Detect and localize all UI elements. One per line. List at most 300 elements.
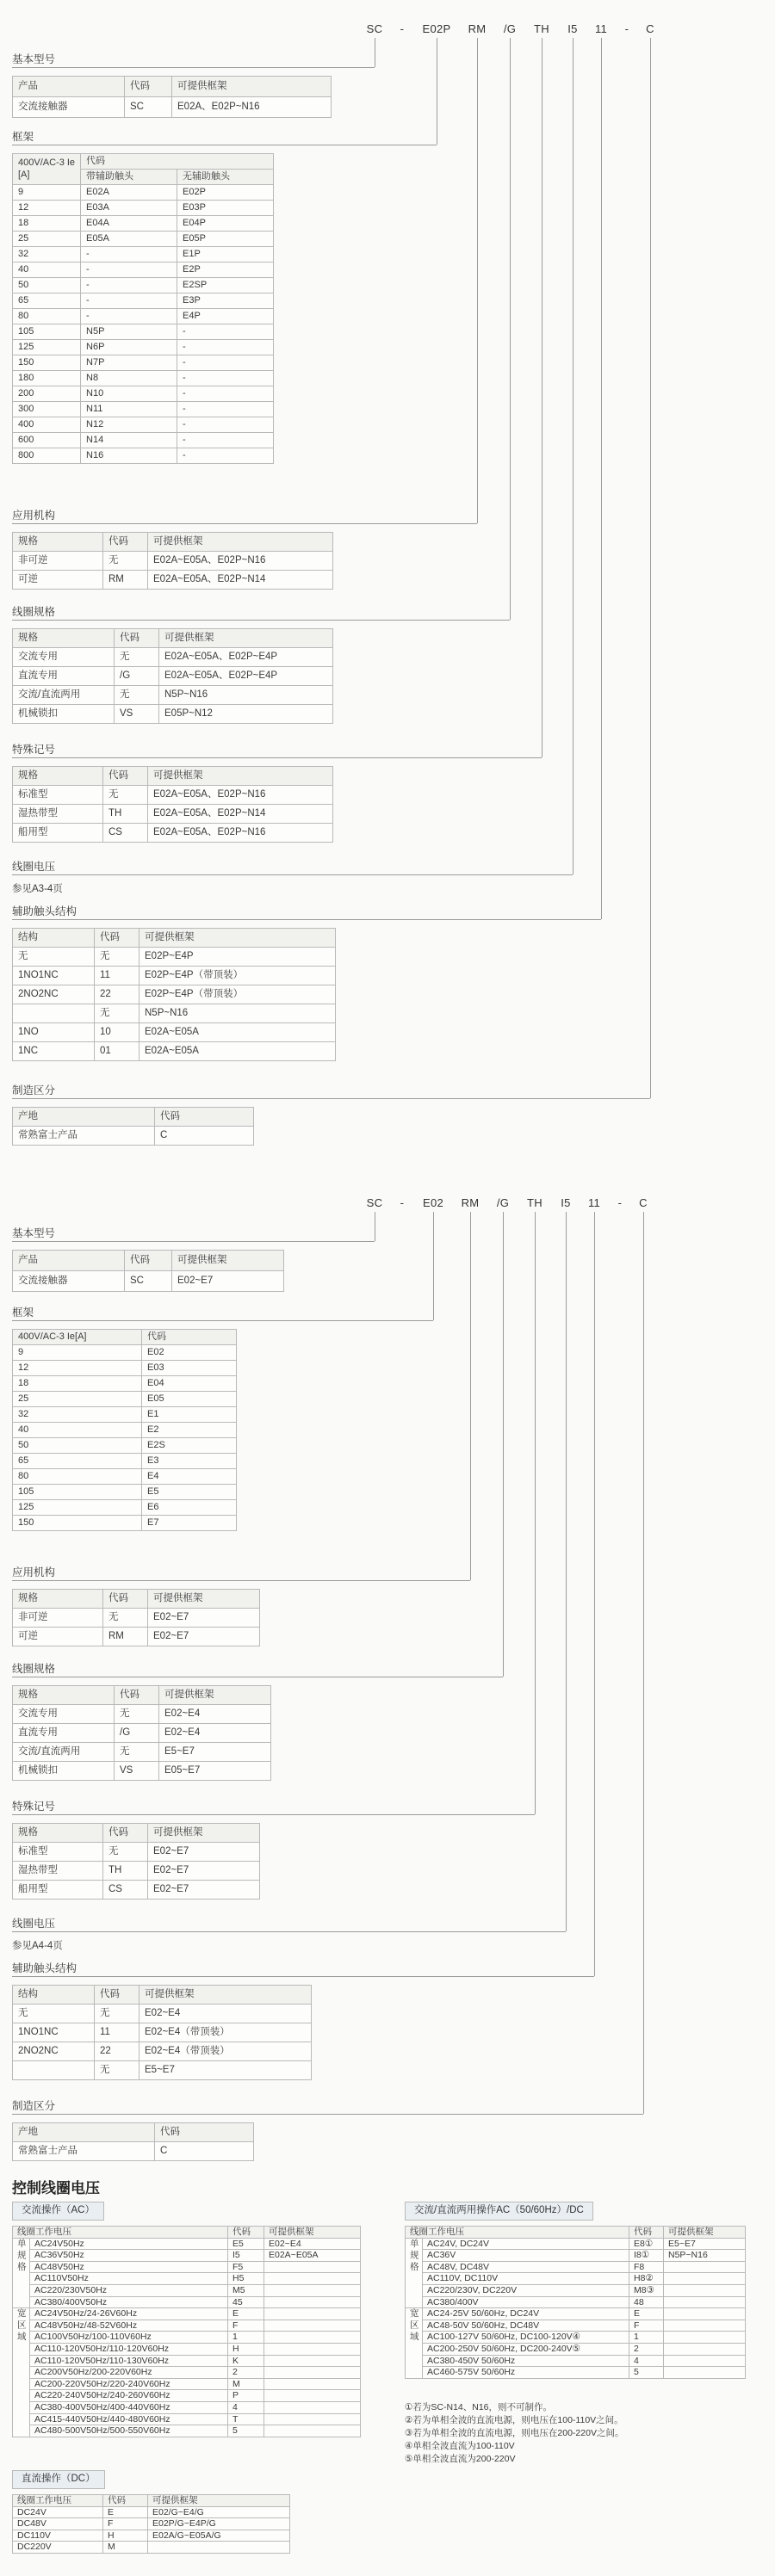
cell: DC48V [13, 2518, 103, 2530]
cell: 48 [629, 2296, 664, 2308]
cell: - [177, 448, 274, 464]
cell: E1P [177, 247, 274, 263]
code-segment-origin: C [639, 1196, 648, 1209]
col-header: 可提供框架 [172, 77, 332, 97]
cell: M5 [228, 2284, 264, 2296]
connector-line [643, 1212, 644, 2114]
cell: E5 [228, 2238, 264, 2250]
mechanism-table [12, 1589, 260, 1646]
cell: E02~E4 [140, 2005, 312, 2023]
table-row [13, 2320, 361, 2332]
table-row [13, 2401, 361, 2413]
cell: 18 [13, 1376, 142, 1392]
cell [264, 2367, 361, 2379]
cell: N5P~N16 [664, 2250, 746, 2262]
cell: 32 [13, 247, 81, 263]
table-row [13, 705, 333, 724]
footnotes [405, 2401, 623, 2466]
cell: 非可逆 [13, 552, 103, 571]
table-row [13, 185, 274, 201]
table-row [13, 2261, 361, 2273]
cell: E02/G~E4/G [148, 2506, 290, 2518]
cell: AC48V, DC48V [423, 2261, 629, 2273]
cell: - [177, 433, 274, 448]
col-header: 可提供框架 [148, 1824, 260, 1843]
col-header: 规格 [13, 1590, 103, 1609]
table-row [13, 824, 333, 843]
cell: 无 [13, 948, 95, 967]
footnote: ④单相全波直流为100-110V [405, 2441, 515, 2451]
cell: AC480-500V50Hz/500-550V60Hz [30, 2425, 228, 2437]
connector-line [470, 1212, 471, 1580]
table-row [13, 1500, 237, 1516]
cell: AC380-400V50Hz/400-440V60Hz [30, 2401, 228, 2413]
cell: E02A~E05A、E02P~N16 [148, 552, 333, 571]
connector-line [12, 1580, 470, 1581]
cell: VS [115, 705, 159, 724]
cell: 300 [13, 402, 81, 417]
cell: AC24-25V 50/60Hz, DC24V [423, 2308, 629, 2320]
col-header: 可提供框架 [148, 1590, 260, 1609]
cell: 船用型 [13, 1881, 103, 1900]
cell: 12 [13, 201, 81, 216]
connector-line [573, 38, 574, 874]
cell: 直流专用 [13, 667, 115, 686]
cell: E02~E7 [148, 1862, 260, 1881]
col-header: 线圈工作电压 [13, 2495, 103, 2507]
cell: E02P~E4P（带顶装） [140, 985, 336, 1004]
acdc-operation-label: 交流/直流两用操作AC（50/60Hz）/DC [405, 2202, 593, 2221]
cell: AC24V50Hz [30, 2238, 228, 2250]
table-row [13, 2378, 361, 2390]
cell: - [81, 309, 177, 324]
cell: E02A~E05A、E02P~N16 [148, 824, 333, 843]
cell [664, 2284, 746, 2296]
cell: 无 [95, 948, 140, 967]
cell: E02P [177, 185, 274, 201]
cell: 交流/直流两用 [13, 1743, 115, 1762]
table-row [13, 967, 336, 985]
table-row [13, 417, 274, 433]
cell: H [103, 2530, 148, 2542]
col-header: 可提供框架 [664, 2227, 746, 2239]
cell: E02A/G~E05A/G [148, 2530, 290, 2542]
table-row [13, 1843, 260, 1862]
cell: E5~E7 [664, 2238, 746, 2250]
table-row [13, 309, 274, 324]
table-row [406, 2284, 746, 2296]
cell: 125 [13, 340, 81, 355]
connector-line [12, 1931, 566, 1932]
aux-contact-table [12, 1985, 312, 2080]
table-header-row [13, 2495, 290, 2507]
section-title-frame: 框架 [12, 131, 34, 143]
cell [264, 2413, 361, 2425]
cell: F [103, 2518, 148, 2530]
cell: 交流接触器 [13, 1271, 125, 1292]
cell: 2NO2NC [13, 985, 95, 1004]
connector-line [503, 1212, 504, 1677]
cell: E02~E7 [148, 1628, 260, 1646]
cell: SC [125, 1271, 172, 1292]
cell: E02~E4 [159, 1724, 271, 1743]
table-header-row [13, 1251, 284, 1271]
connector-line [510, 38, 511, 620]
cell: E02A~E05A、E02P~E4P [159, 667, 333, 686]
table-header-row [13, 1686, 271, 1705]
table-row [406, 2261, 746, 2273]
cell: 50 [13, 278, 81, 293]
section-title-special: 特殊记号 [12, 1801, 56, 1813]
cell: AC24V50Hz/24-26V60Hz [30, 2308, 228, 2320]
cell: 150 [13, 355, 81, 371]
section-title-mechanism: 应用机构 [12, 1566, 56, 1578]
cell: 无 [103, 1609, 148, 1628]
cell: E02 [142, 1345, 237, 1361]
group-label: 单规格 [13, 2238, 30, 2308]
table-row [13, 1705, 271, 1724]
table-header-row [13, 1108, 254, 1127]
cell: M [228, 2378, 264, 2390]
table-row [13, 1438, 237, 1454]
cell: AC36V50Hz [30, 2250, 228, 2262]
cell [264, 2273, 361, 2285]
cell: E05P [177, 232, 274, 247]
section-title-frame: 框架 [12, 1307, 34, 1319]
code-segment-mechanism: RM [468, 22, 487, 35]
cell: AC380/400V50Hz [30, 2296, 228, 2308]
table-header-row [13, 1986, 312, 2005]
table-row [13, 2390, 361, 2402]
cell: AC110V50Hz [30, 2273, 228, 2285]
table-row [13, 2142, 254, 2161]
col-header: 代码 [81, 154, 274, 170]
table-row [13, 1023, 336, 1042]
table-row [13, 386, 274, 402]
cell [264, 2390, 361, 2402]
cell: AC100V50Hz/100-110V60Hz [30, 2332, 228, 2344]
cell: E02A~E05A、E02P~N16 [148, 786, 333, 805]
connector-line [12, 523, 477, 524]
cell [664, 2320, 746, 2332]
connector-line [12, 919, 601, 920]
cell: 22 [95, 2042, 140, 2061]
col-header: 400V/AC-3 Ie[A] [13, 1330, 142, 1345]
footnote: ①若为SC-N14、N16，则不可制作。 [405, 2402, 553, 2412]
connector-line [12, 620, 510, 621]
cell: 4 [629, 2355, 664, 2367]
cell: AC24V, DC24V [423, 2238, 629, 2250]
cell: 无 [115, 686, 159, 705]
cell: /G [115, 667, 159, 686]
cell: E2S [142, 1438, 237, 1454]
cell: E03P [177, 201, 274, 216]
table-header-row [13, 929, 336, 948]
cell: 机械锁扣 [13, 705, 115, 724]
cell: - [177, 417, 274, 433]
footnote: ③若为单相全波的直流电源，则电压在200-220V之间。 [405, 2428, 624, 2438]
cell: AC48V50Hz/48-52V60Hz [30, 2320, 228, 2332]
cell: 200 [13, 386, 81, 402]
cell: N10 [81, 386, 177, 402]
table-row [13, 2042, 312, 2061]
cell: M8③ [629, 2284, 664, 2296]
table-row [13, 216, 274, 232]
cell: AC380/400V [423, 2296, 629, 2308]
cell: 25 [13, 232, 81, 247]
cell: P [228, 2390, 264, 2402]
table-header-row [13, 1590, 260, 1609]
cell: 常熟富士产品 [13, 2142, 155, 2161]
cell: E2P [177, 263, 274, 278]
cell: N5P~N16 [140, 1004, 336, 1023]
cell [664, 2332, 746, 2344]
cell: 交流专用 [13, 648, 115, 667]
page-title-control-coil-voltage: 控制线圈电压 [12, 2180, 100, 2196]
cell: RM [103, 571, 148, 590]
table-row [13, 97, 332, 118]
cell: E3P [177, 293, 274, 309]
cell: E02A~E05A [140, 1023, 336, 1042]
table-row [13, 1345, 237, 1361]
cell [664, 2296, 746, 2308]
cell: H [228, 2343, 264, 2355]
cell: 1NO1NC [13, 967, 95, 985]
cell: E02A~E05A [264, 2250, 361, 2262]
cell: E4 [142, 1469, 237, 1485]
code-segment-voltage: I5 [567, 22, 578, 35]
cell: E02~E7 [148, 1881, 260, 1900]
cell: DC220V [13, 2542, 103, 2554]
cell [664, 2261, 746, 2273]
table-row [13, 1862, 260, 1881]
table-header-row [13, 767, 333, 786]
col-header: 代码 [629, 2227, 664, 2239]
cell: 65 [13, 1454, 142, 1469]
code-segment-coil: /G [503, 22, 517, 35]
cell: C [155, 1127, 254, 1146]
cell: N5P~N16 [159, 686, 333, 705]
cell [664, 2273, 746, 2285]
frame-table [12, 153, 274, 464]
cell: E02~E4 [159, 1705, 271, 1724]
footnote: ②若为单相全波的直流电源，则电压在100-110V之间。 [405, 2415, 623, 2425]
connector-line [650, 38, 651, 1098]
cell: AC36V [423, 2250, 629, 2262]
table-row [13, 448, 274, 464]
cell: E [228, 2308, 264, 2320]
cell: CS [103, 1881, 148, 1900]
cell: E02~E4（带顶装） [140, 2023, 312, 2042]
table-row [13, 667, 333, 686]
cell: 1NO1NC [13, 2023, 95, 2042]
cell: 船用型 [13, 824, 103, 843]
table-row [13, 263, 274, 278]
section-title-basic: 基本型号 [12, 53, 56, 65]
coil-spec-table [12, 628, 333, 724]
section-title-basic: 基本型号 [12, 1227, 56, 1239]
table-row [13, 2284, 361, 2296]
cell: AC220/230V, DC220V [423, 2284, 629, 2296]
table-row [13, 1004, 336, 1023]
cell: N12 [81, 417, 177, 433]
code-segment-special: TH [534, 22, 549, 35]
cell: AC200-250V 50/60Hz, DC200-240V⑤ [423, 2343, 629, 2355]
cell [264, 2261, 361, 2273]
code-segment-frame: E02 [422, 1196, 444, 1209]
cell: 无 [115, 648, 159, 667]
cell: E4P [177, 309, 274, 324]
frame-unit-label: [A] [18, 169, 30, 180]
table-row [13, 278, 274, 293]
cell: AC460-575V 50/60Hz [423, 2367, 629, 2379]
table-header-row [13, 2123, 254, 2142]
cell: E02A~E05A、E02P~E4P [159, 648, 333, 667]
cell: 80 [13, 309, 81, 324]
table-row [13, 371, 274, 386]
cell: E02P~E4P [140, 948, 336, 967]
cell: 9 [13, 185, 81, 201]
table-row [13, 1407, 237, 1423]
cell: E5 [142, 1485, 237, 1500]
cell: E [103, 2506, 148, 2518]
cell: 105 [13, 1485, 142, 1500]
table-row [13, 340, 274, 355]
cell: E02A~E05A、E02P~N14 [148, 805, 333, 824]
table-row [13, 985, 336, 1004]
cell: 无 [95, 2061, 140, 2080]
cell: 2NO2NC [13, 2042, 95, 2061]
table-row [13, 1609, 260, 1628]
coil-voltage-reference: 参见A4-4页 [12, 1941, 63, 1951]
cell: 无 [95, 1004, 140, 1023]
col-header: 代码 [142, 1330, 237, 1345]
connector-line [601, 38, 602, 919]
table-row [13, 2530, 290, 2542]
code-segment-origin: C [646, 22, 654, 35]
table-row [406, 2367, 746, 2379]
special-mark-table [12, 766, 333, 843]
cell [664, 2343, 746, 2355]
table-row [406, 2320, 746, 2332]
connector-line [433, 1212, 434, 1320]
table-row [406, 2308, 746, 2320]
coil-voltage-reference: 参见A3-4页 [12, 884, 63, 894]
cell: E7 [142, 1516, 237, 1531]
col-header: 可提供框架 [172, 1251, 284, 1271]
col-header: 规格 [13, 1824, 103, 1843]
coil-spec-table [12, 1685, 271, 1781]
table-header-row [13, 1330, 237, 1345]
connector-line [566, 1212, 567, 1931]
col-header: 规格 [13, 1686, 115, 1705]
table-header-row [406, 2227, 746, 2239]
cell: 40 [13, 263, 81, 278]
cell: E5~E7 [159, 1743, 271, 1762]
cell: E02P/G~E4P/G [148, 2518, 290, 2530]
cell: VS [115, 1762, 159, 1781]
cell: - [81, 247, 177, 263]
cell [13, 1004, 95, 1023]
cell [264, 2401, 361, 2413]
col-header: 代码 [125, 77, 172, 97]
table-row [13, 552, 333, 571]
section-title-coil-spec: 线圈规格 [12, 1663, 56, 1675]
cell: E05A [81, 232, 177, 247]
connector-line [12, 874, 573, 875]
cell: E05~E7 [159, 1762, 271, 1781]
cell [264, 2378, 361, 2390]
connector-line [12, 1098, 650, 1099]
table-row [13, 355, 274, 371]
table-row [13, 2238, 361, 2250]
cell: 4 [228, 2401, 264, 2413]
col-header: 可提供框架 [140, 929, 336, 948]
cell: E03 [142, 1361, 237, 1376]
cell [264, 2296, 361, 2308]
col-header: 规格 [13, 629, 115, 648]
table-header-row [13, 629, 333, 648]
cell [264, 2308, 361, 2320]
cell: E1 [142, 1407, 237, 1423]
cell: 01 [95, 1042, 140, 1061]
cell: 标准型 [13, 786, 103, 805]
cell: 1NO [13, 1023, 95, 1042]
cell: 可逆 [13, 1628, 103, 1646]
table-row [13, 786, 333, 805]
table-row [13, 686, 333, 705]
cell: - [177, 340, 274, 355]
ac-voltage-table [12, 2226, 361, 2437]
table-header-row [13, 533, 333, 552]
cell: N14 [81, 433, 177, 448]
col-header: 可提供框架 [264, 2227, 361, 2239]
cell: AC380-450V 50/60Hz [423, 2355, 629, 2367]
table-row [13, 232, 274, 247]
cell: AC48-50V 50/60Hz, DC48V [423, 2320, 629, 2332]
section-title-manufacture: 制造区分 [12, 1084, 56, 1096]
col-header: 规格 [13, 533, 103, 552]
col-header: 带辅助触头 [81, 170, 177, 185]
cell: E8① [629, 2238, 664, 2250]
cell: 无 [103, 786, 148, 805]
table-row [13, 2506, 290, 2518]
col-header: 规格 [13, 767, 103, 786]
col-header [13, 154, 81, 185]
cell: E5~E7 [140, 2061, 312, 2080]
cell: 无 [115, 1705, 159, 1724]
cell: 无 [13, 2005, 95, 2023]
table-row [13, 805, 333, 824]
code-dash: - [400, 1196, 405, 1209]
table-row [13, 201, 274, 216]
cell: 80 [13, 1469, 142, 1485]
cell: E02A [81, 185, 177, 201]
col-header: 代码 [155, 1108, 254, 1127]
cell: E6 [142, 1500, 237, 1516]
cell: E02A、E02P~N16 [172, 97, 332, 118]
footnote: ⑤单相全波直流为200-220V [405, 2454, 516, 2464]
table-row [13, 1423, 237, 1438]
cell: E05 [142, 1392, 237, 1407]
cell: E04A [81, 216, 177, 232]
col-header: 代码 [155, 2123, 254, 2142]
cell: 可逆 [13, 571, 103, 590]
table-row [13, 2355, 361, 2367]
cell [264, 2284, 361, 2296]
col-header: 代码 [125, 1251, 172, 1271]
cell: 1 [629, 2332, 664, 2344]
